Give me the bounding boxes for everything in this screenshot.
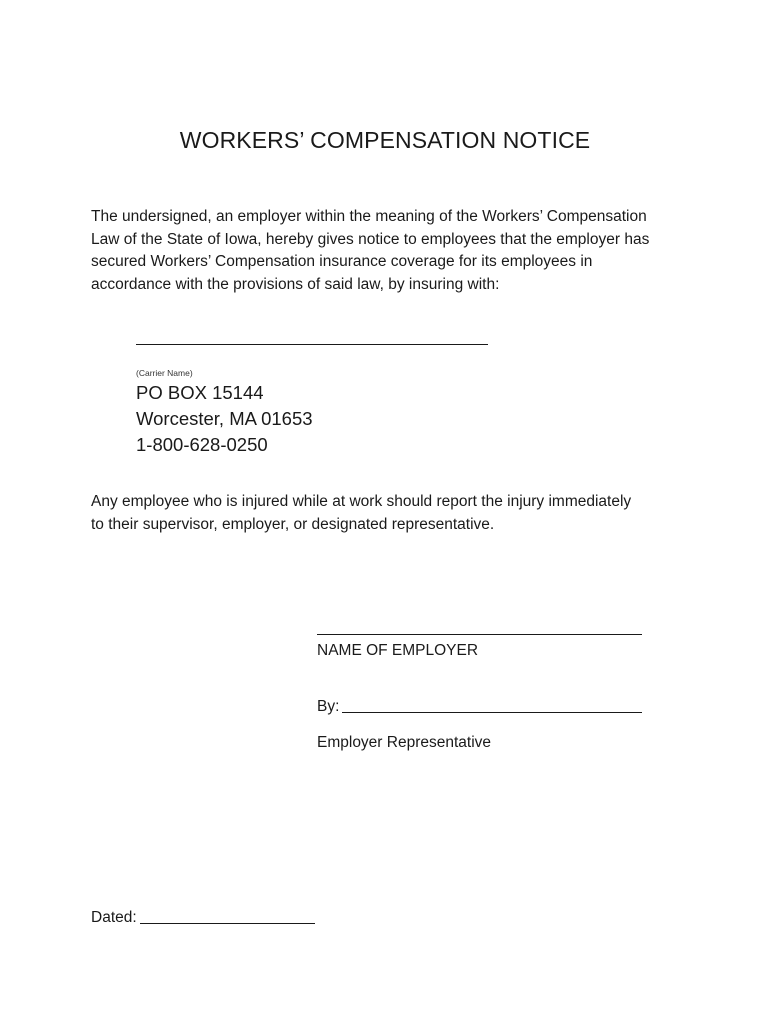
address-line-city: Worcester, MA 01653 xyxy=(136,408,313,429)
intro-paragraph xyxy=(91,206,701,296)
report-paragraph xyxy=(91,491,631,536)
carrier-name-caption: (Carrier Name) xyxy=(136,368,193,378)
intro-line: The undersigned, an employer within the meaning of the Workers’ Compensation xyxy=(91,208,647,225)
dated-row xyxy=(91,909,315,927)
report-line: to their supervisor, employer, or designated representative. xyxy=(91,515,495,533)
by-label: By: xyxy=(317,698,340,715)
dated-line[interactable] xyxy=(140,923,315,924)
employer-name-label: NAME OF EMPLOYER xyxy=(317,642,479,659)
carrier-address xyxy=(136,380,313,458)
address-line-po-box: PO BOX 15144 xyxy=(136,382,264,403)
intro-line: secured Workers’ Compensation insurance coverage for its employees in xyxy=(91,253,593,270)
address-line-phone: 1-800-628-0250 xyxy=(136,434,268,455)
intro-line: accordance with the provisions of said law, by insuring with: xyxy=(91,275,500,293)
document-title: WORKERS’ COMPENSATION NOTICE xyxy=(179,127,591,153)
employer-name-line[interactable] xyxy=(317,634,642,635)
intro-line: Law of the State of Iowa, hereby gives notice to employees that the employer has xyxy=(91,230,650,248)
employer-representative-label: Employer Representative xyxy=(317,734,492,751)
report-line: Any employee who is injured while at work should report the injury immediately xyxy=(91,493,632,510)
by-signature-line[interactable] xyxy=(342,712,642,713)
carrier-name-line[interactable] xyxy=(136,344,488,345)
dated-label: Dated: xyxy=(91,909,137,926)
by-signature-row xyxy=(317,698,642,716)
